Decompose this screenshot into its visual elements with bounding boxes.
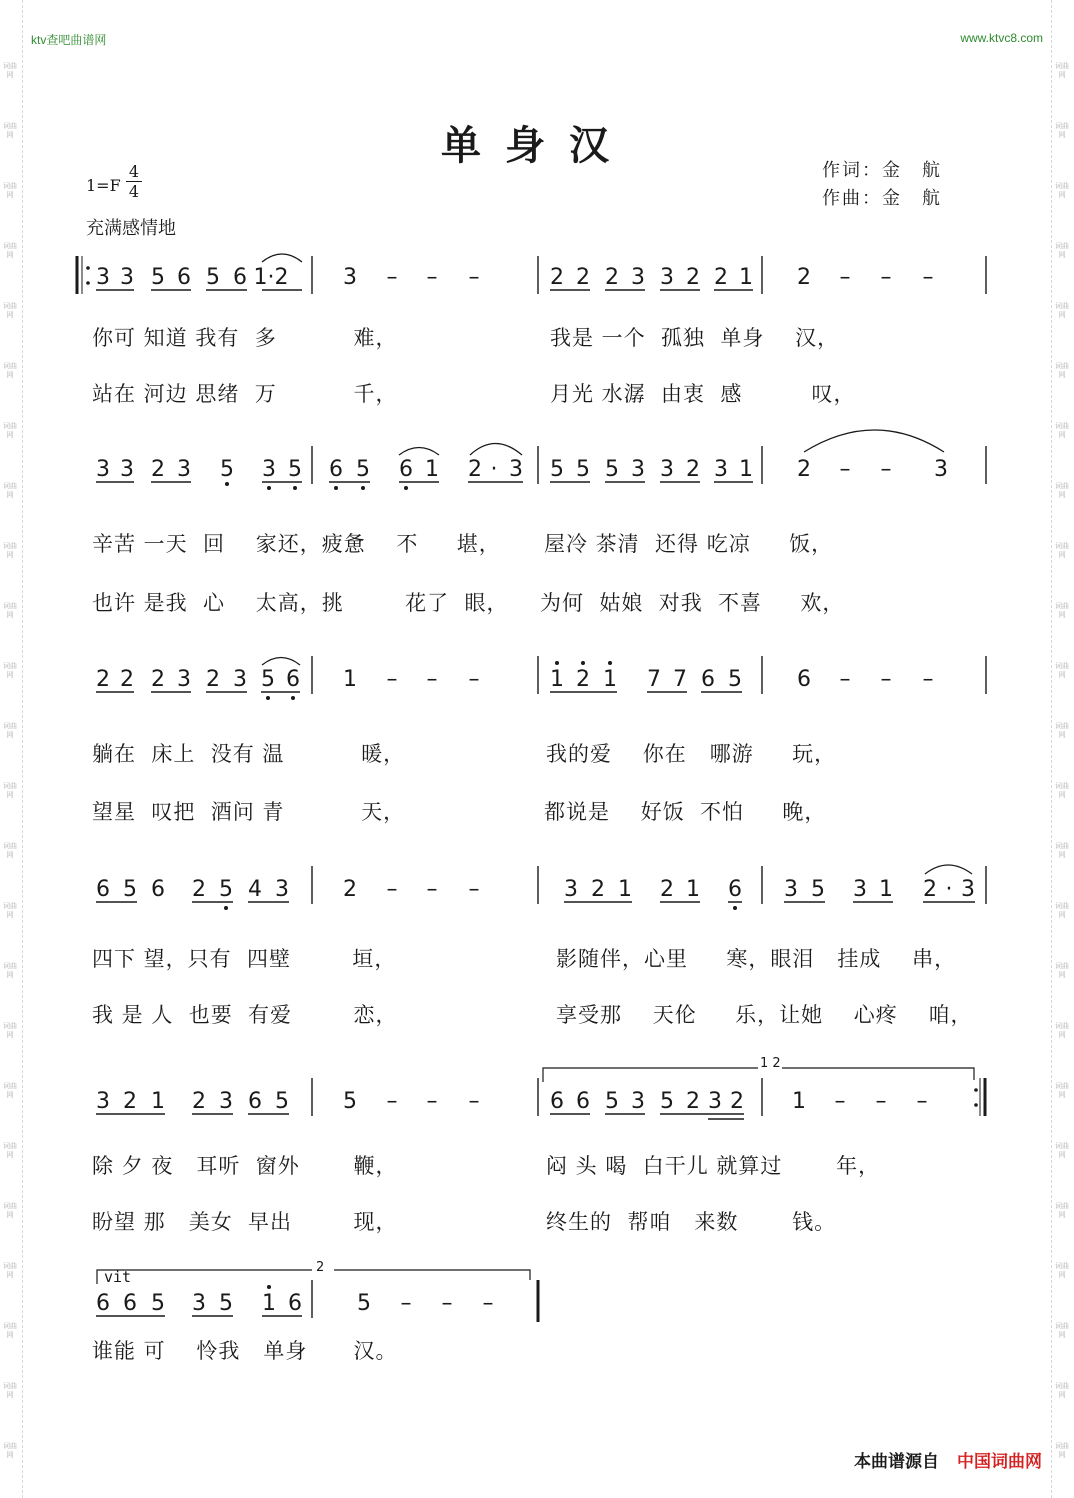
svg-text:1: 1 — [262, 1291, 276, 1316]
svg-text:2: 2 — [151, 667, 165, 692]
lyric-line: 为何 姑娘 对我 不喜 欢， — [540, 591, 845, 615]
svg-text:3: 3 — [177, 667, 191, 692]
svg-text:2: 2 — [151, 457, 165, 482]
side-watermark-mark: 词曲网 — [3, 1022, 17, 1039]
side-watermark-mark: 词曲网 — [1055, 1262, 1069, 1279]
svg-text:–: – — [839, 265, 851, 290]
svg-text:2: 2 — [123, 1089, 137, 1114]
svg-text:2: 2 — [576, 265, 590, 290]
svg-text:6: 6 — [329, 457, 343, 482]
svg-text:1: 1 — [879, 877, 893, 902]
svg-text:5: 5 — [357, 1291, 371, 1316]
svg-text:3: 3 — [784, 877, 798, 902]
svg-text:3: 3 — [631, 1089, 645, 1114]
svg-text:7: 7 — [647, 667, 661, 692]
svg-text:2: 2 — [120, 667, 134, 692]
svg-text:3: 3 — [853, 877, 867, 902]
svg-text:3: 3 — [262, 457, 276, 482]
side-watermark-mark: 词曲网 — [1055, 302, 1069, 319]
side-watermark-mark: 词曲网 — [3, 62, 17, 79]
side-watermark-mark: 词曲网 — [3, 302, 17, 319]
side-watermark-mark: 词曲网 — [1055, 1202, 1069, 1219]
side-watermark-mark: 词曲网 — [3, 842, 17, 859]
svg-text:2: 2 — [591, 877, 605, 902]
svg-text:2: 2 — [797, 265, 811, 290]
svg-text:5: 5 — [550, 457, 564, 482]
volta-1-label: 1 2 — [760, 1056, 781, 1071]
lyric-line: 我是 一个 孤独 单身 汉， — [550, 326, 840, 350]
lyric-line: 月光 水潺 由衷 感 叹， — [550, 382, 856, 406]
svg-text:6: 6 — [151, 877, 165, 902]
footer-source-site[interactable]: 中国词曲网 — [957, 1452, 1042, 1472]
svg-text:3: 3 — [631, 457, 645, 482]
svg-text:1: 1 — [550, 667, 564, 692]
svg-text:2: 2 — [96, 667, 110, 692]
svg-text:1: 1 — [603, 667, 617, 692]
svg-text:6: 6 — [123, 1291, 137, 1316]
svg-text:2: 2 — [686, 457, 700, 482]
side-watermark-mark: 词曲网 — [3, 122, 17, 139]
svg-text:·: · — [490, 457, 498, 482]
svg-text:6: 6 — [728, 877, 742, 902]
svg-text:–: – — [468, 1089, 480, 1114]
side-watermark-mark: 词曲网 — [3, 362, 17, 379]
svg-text:–: – — [468, 667, 480, 692]
side-watermark-mark: 词曲网 — [1055, 782, 1069, 799]
lyric-line: 四下 望，只有 四壁 垣， — [92, 947, 397, 971]
svg-text:2: 2 — [714, 265, 728, 290]
footer-source — [854, 1447, 1042, 1472]
svg-text:1·2: 1·2 — [253, 265, 289, 290]
svg-text:–: – — [400, 1291, 412, 1316]
svg-text:1: 1 — [425, 457, 439, 482]
svg-text:5: 5 — [576, 457, 590, 482]
svg-text:3: 3 — [219, 1089, 233, 1114]
svg-text:–: – — [922, 265, 934, 290]
vit-mark: vit — [104, 1268, 132, 1286]
side-watermark-mark: 词曲网 — [3, 902, 17, 919]
svg-text:–: – — [386, 667, 398, 692]
svg-text:2: 2 — [343, 877, 357, 902]
svg-text:6: 6 — [701, 667, 715, 692]
svg-text:2: 2 — [797, 457, 811, 482]
lyric-line: 我 是 人 也要 有爱 恋， — [92, 1003, 398, 1027]
svg-text:5: 5 — [219, 877, 233, 902]
svg-text:1: 1 — [151, 1089, 165, 1114]
lyric-line: 也许 是我 心 太高，挑 花了 眼， — [92, 591, 509, 615]
side-watermark-mark: 词曲网 — [3, 1082, 17, 1099]
side-watermark-mark: 词曲网 — [3, 722, 17, 739]
lyricist-credit: 作词：金 航 — [822, 160, 942, 181]
svg-text:2: 2 — [206, 667, 220, 692]
lyric-line: 闷 头 喝 白干儿 就算过 年， — [546, 1154, 881, 1178]
lyric-line: 我的爱 你在 哪游 玩， — [546, 742, 837, 766]
side-watermark-mark: 词曲网 — [1055, 1322, 1069, 1339]
svg-text:2: 2 — [605, 265, 619, 290]
svg-text:3: 3 — [564, 877, 578, 902]
lyric-line: 都说是 好饭 不怕 晚， — [544, 800, 827, 824]
side-watermark-mark: 词曲网 — [1055, 542, 1069, 559]
svg-text:3: 3 — [934, 457, 948, 482]
svg-text:5: 5 — [811, 877, 825, 902]
side-watermark-mark: 词曲网 — [1055, 182, 1069, 199]
svg-text:6: 6 — [399, 457, 413, 482]
svg-text:–: – — [441, 1291, 453, 1316]
svg-text:5: 5 — [206, 265, 220, 290]
svg-text:–: – — [426, 265, 438, 290]
svg-text:5: 5 — [123, 877, 137, 902]
svg-text:6: 6 — [96, 877, 110, 902]
svg-text:1: 1 — [343, 667, 357, 692]
side-watermark-mark: 词曲网 — [1055, 422, 1069, 439]
lyric-line: 谁能 可 怜我 单身 汉。 — [92, 1339, 398, 1363]
svg-text:3: 3 — [509, 457, 523, 482]
svg-text:–: – — [922, 667, 934, 692]
footer-source-label: 本曲谱源自 — [854, 1452, 939, 1472]
side-watermark-mark: 词曲网 — [3, 422, 17, 439]
svg-text:–: – — [880, 457, 892, 482]
side-watermark-mark: 词曲网 — [3, 1322, 17, 1339]
svg-text:1: 1 — [739, 457, 753, 482]
svg-text:–: – — [426, 667, 438, 692]
lyric-line: 望星 叹把 酒问 青 天， — [92, 800, 406, 824]
side-watermark-mark: 词曲网 — [3, 962, 17, 979]
lyric-line: 享受那 天伦 乐，让她 心疼 咱， — [556, 1003, 973, 1027]
svg-text:2: 2 — [550, 265, 564, 290]
svg-text:6: 6 — [286, 667, 300, 692]
svg-text:–: – — [468, 265, 480, 290]
key-signature: 1=F — [86, 176, 121, 195]
svg-text:–: – — [880, 667, 892, 692]
side-watermark-mark: 词曲网 — [1055, 1142, 1069, 1159]
svg-text:3: 3 — [343, 265, 357, 290]
svg-text:5: 5 — [288, 457, 302, 482]
svg-text:2: 2 — [192, 877, 206, 902]
svg-text:2: 2 — [468, 457, 482, 482]
svg-text:3: 3 — [660, 265, 674, 290]
svg-text:6: 6 — [550, 1089, 564, 1114]
svg-text:3: 3 — [177, 457, 191, 482]
meter-top: 4 — [128, 162, 140, 181]
svg-text:–: – — [839, 667, 851, 692]
svg-text:3: 3 — [192, 1291, 206, 1316]
svg-text:3: 3 — [961, 877, 975, 902]
expression-mark: 充满感情地 — [86, 218, 176, 239]
side-watermark-mark: 词曲网 — [1055, 362, 1069, 379]
svg-text:–: – — [839, 457, 851, 482]
lyric-line: 屋冷 茶清 还得 吃凉 饭， — [544, 532, 834, 556]
svg-text:–: – — [426, 877, 438, 902]
svg-text:5: 5 — [219, 1291, 233, 1316]
svg-text:1: 1 — [792, 1089, 806, 1114]
svg-text:5: 5 — [660, 1089, 674, 1114]
svg-text:2: 2 — [686, 1089, 700, 1114]
side-watermark-mark: 词曲网 — [1055, 62, 1069, 79]
side-watermark-mark: 词曲网 — [1055, 122, 1069, 139]
side-watermark-mark: 词曲网 — [1055, 842, 1069, 859]
svg-text:3: 3 — [233, 667, 247, 692]
svg-text:5: 5 — [605, 457, 619, 482]
svg-text:–: – — [426, 1089, 438, 1114]
svg-text:5: 5 — [151, 1291, 165, 1316]
side-watermark-mark: 词曲网 — [3, 542, 17, 559]
svg-text:–: – — [386, 877, 398, 902]
side-watermark-mark: 词曲网 — [1055, 482, 1069, 499]
side-watermark-mark: 词曲网 — [3, 1382, 17, 1399]
svg-text:3: 3 — [660, 457, 674, 482]
svg-text:–: – — [834, 1089, 846, 1114]
side-watermark-mark: 词曲网 — [3, 482, 17, 499]
svg-text:3: 3 — [120, 457, 134, 482]
side-watermark-mark: 词曲网 — [3, 662, 17, 679]
svg-text:3: 3 — [96, 265, 110, 290]
svg-text:6: 6 — [233, 265, 247, 290]
side-watermark-mark: 词曲网 — [3, 1202, 17, 1219]
svg-text:6: 6 — [248, 1089, 262, 1114]
svg-text:2: 2 — [576, 667, 590, 692]
song-title: 单身汉 — [441, 123, 633, 169]
side-watermark-mark: 词曲网 — [1055, 962, 1069, 979]
svg-text:1: 1 — [739, 265, 753, 290]
side-watermark-mark: 词曲网 — [1055, 1442, 1069, 1459]
svg-text:3: 3 — [714, 457, 728, 482]
side-watermark-mark: 词曲网 — [3, 1262, 17, 1279]
header-site-url[interactable]: www.ktvc8.com — [960, 31, 1043, 45]
svg-text:2: 2 — [192, 1089, 206, 1114]
svg-text:–: – — [875, 1089, 887, 1114]
composer-credit: 作曲：金 航 — [822, 188, 942, 209]
svg-text:5: 5 — [275, 1089, 289, 1114]
meter-bottom: 4 — [128, 182, 140, 201]
volta-2-label: 2 — [316, 1260, 325, 1275]
lyric-line: 盼望 那 美女 早出 现， — [92, 1210, 398, 1234]
side-watermark-mark: 词曲网 — [3, 182, 17, 199]
side-watermark-mark: 词曲网 — [3, 1142, 17, 1159]
lyric-line: 站在 河边 思绪 万 千， — [92, 382, 398, 406]
svg-text:5: 5 — [605, 1089, 619, 1114]
side-watermark-mark: 词曲网 — [1055, 662, 1069, 679]
svg-text:–: – — [880, 265, 892, 290]
svg-text:–: – — [386, 1089, 398, 1114]
svg-text:3: 3 — [275, 877, 289, 902]
svg-text:3: 3 — [120, 265, 134, 290]
svg-text:–: – — [468, 877, 480, 902]
side-watermark-mark: 词曲网 — [1055, 242, 1069, 259]
svg-text:5: 5 — [220, 457, 234, 482]
svg-text:6: 6 — [177, 265, 191, 290]
svg-text:6: 6 — [96, 1291, 110, 1316]
lyric-line: 终生的 帮咱 来数 钱。 — [546, 1210, 837, 1234]
side-watermark-mark: 词曲网 — [3, 242, 17, 259]
svg-text:–: – — [482, 1291, 494, 1316]
side-watermark-mark: 词曲网 — [3, 782, 17, 799]
svg-text:7: 7 — [673, 667, 687, 692]
lyric-line: 影随伴，心里 寒，眼泪 挂成 串， — [556, 947, 957, 971]
lyric-line: 除 夕 夜 耳听 窗外 鞭， — [92, 1154, 398, 1178]
svg-text:3: 3 — [708, 1089, 722, 1114]
side-watermark-mark: 词曲网 — [1055, 1382, 1069, 1399]
side-watermark-mark: 词曲网 — [3, 602, 17, 619]
svg-text:2: 2 — [686, 265, 700, 290]
svg-text:6: 6 — [288, 1291, 302, 1316]
side-watermark-mark: 词曲网 — [1055, 1082, 1069, 1099]
header-site-name[interactable]: ktv查吧曲谱网 — [31, 33, 107, 47]
svg-text:6: 6 — [576, 1089, 590, 1114]
side-watermark-mark: 词曲网 — [1055, 1022, 1069, 1039]
svg-text:1: 1 — [686, 877, 700, 902]
svg-text:3: 3 — [96, 457, 110, 482]
svg-text:5: 5 — [261, 667, 275, 692]
side-watermark-mark: 词曲网 — [1055, 602, 1069, 619]
side-watermark-mark: 词曲网 — [3, 1442, 17, 1459]
lyric-line: 躺在 床上 没有 温 暖， — [92, 742, 406, 766]
svg-text:4: 4 — [248, 877, 262, 902]
svg-text:5: 5 — [728, 667, 742, 692]
svg-text:1: 1 — [618, 877, 632, 902]
svg-text:5: 5 — [356, 457, 370, 482]
side-watermark-mark: 词曲网 — [1055, 722, 1069, 739]
side-watermark-mark: 词曲网 — [1055, 902, 1069, 919]
svg-text:5: 5 — [343, 1089, 357, 1114]
svg-text:6: 6 — [797, 667, 811, 692]
svg-text:5: 5 — [151, 265, 165, 290]
lyric-line: 辛苦 一天 回 家还，疲惫 不 堪， — [92, 532, 501, 556]
lyric-line: 你可 知道 我有 多 难， — [92, 326, 398, 350]
svg-text:2: 2 — [923, 877, 937, 902]
svg-text:·: · — [945, 877, 953, 902]
svg-text:2: 2 — [660, 877, 674, 902]
svg-text:–: – — [916, 1089, 928, 1114]
svg-text:3: 3 — [96, 1089, 110, 1114]
svg-text:3: 3 — [631, 265, 645, 290]
svg-text:–: – — [386, 265, 398, 290]
svg-text:2: 2 — [730, 1089, 744, 1114]
